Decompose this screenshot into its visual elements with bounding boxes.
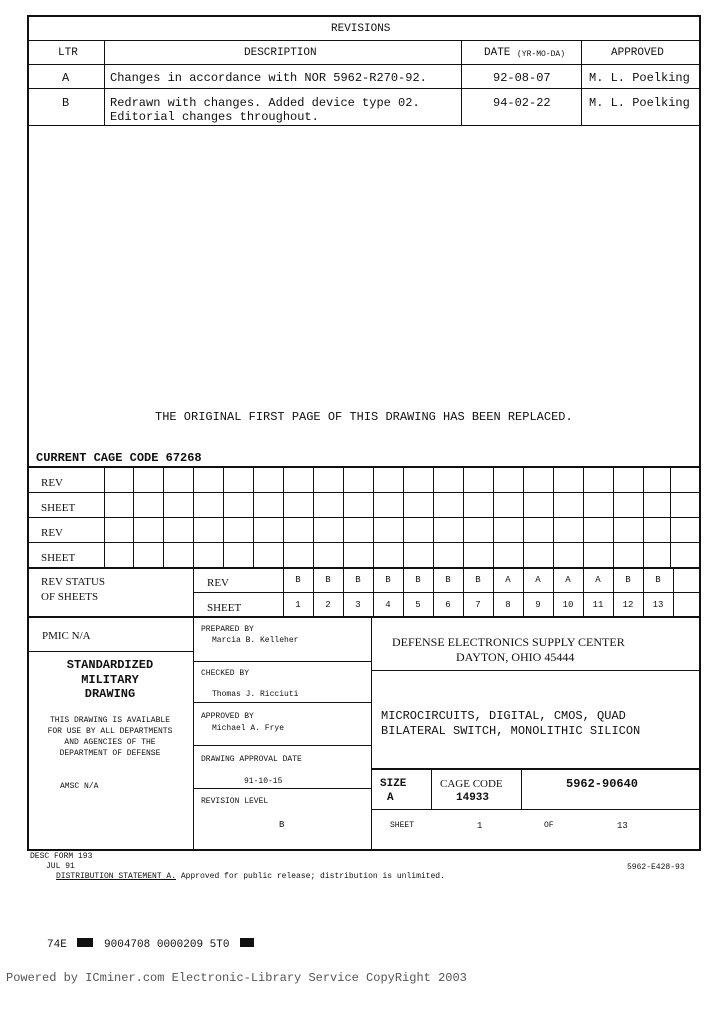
revision-approved: M. L. Poelking	[589, 71, 690, 85]
item-title-line2: BILATERAL SWITCH, MONOLITHIC SILICON	[381, 724, 641, 738]
sheet-grid-label: SHEET	[41, 552, 76, 564]
sheet-label: SHEET	[390, 821, 415, 830]
approved-name: Michael A. Frye	[212, 724, 285, 733]
rev-grid-label: REV	[41, 477, 63, 489]
grid-line	[283, 467, 284, 567]
rev-status-rev-cell: B	[415, 575, 421, 585]
rev-status-sheet-cell: 3	[355, 600, 361, 610]
rev-status-sheet-cell: 5	[415, 600, 421, 610]
grid-line	[223, 467, 224, 567]
rev-status-sheet-cell: 10	[562, 600, 574, 610]
rev-status-sheet-cell: 13	[652, 600, 664, 610]
grid-line	[373, 467, 374, 567]
status-grid-line	[673, 568, 674, 617]
sheet-grid-label: SHEET	[41, 502, 76, 514]
revisions-title: REVISIONS	[331, 23, 391, 35]
rev-status-label-line2: OF SHEETS	[41, 591, 99, 603]
distribution-text: Approved for public release; distribution is unlimited.	[176, 872, 445, 881]
ltr-header: LTR	[58, 47, 78, 59]
rev-status-sheet-cell: 7	[475, 600, 481, 610]
grid-line	[643, 467, 644, 567]
rev-status-rev-cell: B	[475, 575, 481, 585]
grid-line	[670, 467, 671, 567]
grid-line	[313, 467, 314, 567]
std-title-line1: STANDARDIZED	[66, 658, 154, 672]
rev-status-sheet-cell: 2	[325, 600, 331, 610]
revision-ltr: B	[62, 96, 70, 110]
size-value: A	[387, 792, 394, 804]
barcode-digits: 9004708 0000209 5T0	[104, 939, 230, 951]
form-line1: DESC FORM 193	[30, 852, 93, 861]
grid-line	[493, 467, 494, 567]
approval-date: 91-10-15	[244, 777, 283, 786]
sheet-total: 13	[617, 821, 628, 831]
form-line2: JUL 91	[46, 862, 75, 871]
cage-label: CAGE CODE	[440, 778, 503, 790]
revision-description-line2: Editorial changes throughout.	[110, 110, 319, 124]
grid-line	[253, 467, 254, 567]
revision-description: Redrawn with changes. Added device type 02.	[110, 96, 420, 110]
rev-status-sheet-cell: 6	[445, 600, 451, 610]
prepared-name: Marcia B. Kelleher	[212, 636, 299, 645]
grid-line	[343, 467, 344, 567]
approved-label: APPROVED BY	[201, 712, 254, 721]
cage-value: 14933	[456, 792, 490, 804]
barcode-prefix: 74E	[47, 939, 67, 951]
approval-date-label: DRAWING APPROVAL DATE	[201, 755, 302, 764]
description-header: DESCRIPTION	[244, 47, 317, 59]
current-cage-code: CURRENT CAGE CODE 67268	[36, 451, 202, 465]
grid-line	[403, 467, 404, 567]
rev-status-rev-cell: A	[595, 575, 601, 585]
amsc: AMSC N/A	[60, 782, 99, 791]
date-format-header: (YR-MO-DA)	[517, 50, 566, 59]
checked-label: CHECKED BY	[201, 669, 250, 678]
availability-line1: THIS DRAWING IS AVAILABLE	[49, 716, 171, 725]
grid-line	[104, 467, 105, 567]
item-title-line1: MICROCIRCUITS, DIGITAL, CMOS, QUAD	[381, 709, 626, 723]
rev-status-rev-cell: B	[295, 575, 301, 585]
rev-status-sheet-cell: 11	[592, 600, 604, 610]
grid-line	[583, 467, 584, 567]
rev-status-rev-cell: B	[325, 575, 331, 585]
availability-line3: AND AGENCIES OF THE	[64, 738, 156, 747]
revision-level: B	[279, 820, 285, 830]
revision-date: 92-08-07	[493, 71, 551, 85]
revision-description: Changes in accordance with NOR 5962-R270-92.	[110, 71, 427, 85]
rev-row-label: REV	[207, 577, 229, 589]
rev-grid-label: REV	[41, 527, 63, 539]
revision-date: 94-02-22	[493, 96, 551, 110]
rev-status-rev-cell: B	[385, 575, 391, 585]
grid-line	[163, 467, 164, 567]
revision-level-label: REVISION LEVEL	[201, 797, 269, 806]
drawing-number: 5962-90640	[566, 777, 639, 791]
availability-line2: FOR USE BY ALL DEPARTMENTS	[47, 727, 173, 736]
prepared-label: PREPARED BY	[201, 625, 254, 634]
distribution-label: DISTRIBUTION STATEMENT A.	[56, 872, 177, 881]
revision-approved: M. L. Poelking	[589, 96, 690, 110]
grid-line	[523, 467, 524, 567]
rev-status-sheet-cell: 8	[505, 600, 511, 610]
rev-status-sheet-cell: 12	[622, 600, 634, 610]
agency-city: DAYTON, OHIO 45444	[456, 650, 575, 664]
rev-status-rev-cell: A	[505, 575, 511, 585]
revision-ltr: A	[62, 71, 70, 85]
approved-header: APPROVED	[611, 47, 664, 59]
grid-line	[463, 467, 464, 567]
of-label: OF	[544, 821, 554, 830]
std-title-line3: DRAWING	[84, 687, 136, 701]
barcode-block-icon	[77, 938, 93, 947]
rev-status-rev-cell: B	[625, 575, 631, 585]
size-label: SIZE	[380, 778, 407, 790]
grid-line	[433, 467, 434, 567]
grid-line	[133, 467, 134, 567]
form-ref: 5962-E428-93	[627, 863, 685, 872]
rev-status-sheet-cell: 4	[385, 600, 391, 610]
barcode-line	[47, 938, 254, 951]
rev-status-rev-cell: B	[445, 575, 451, 585]
rev-status-rev-cell: B	[355, 575, 361, 585]
grid-line	[553, 467, 554, 567]
date-header: DATE	[484, 47, 511, 59]
agency-name: DEFENSE ELECTRONICS SUPPLY CENTER	[392, 635, 625, 649]
barcode-block-icon	[240, 938, 254, 947]
sheet-value: 1	[477, 821, 483, 831]
pmic: PMIC N/A	[42, 630, 91, 642]
rev-status-sheet-cell: 9	[535, 600, 541, 610]
footer-copyright: Powered by ICminer.com Electronic-Library Service CopyRight 2003	[6, 971, 467, 985]
sheet-row-label: SHEET	[207, 602, 242, 614]
grid-line	[613, 467, 614, 567]
rev-status-rev-cell: B	[655, 575, 661, 585]
rev-status-sheet-cell: 1	[295, 600, 301, 610]
distribution-statement	[56, 873, 445, 881]
rev-status-rev-cell: A	[565, 575, 571, 585]
availability-line4: DEPARTMENT OF DEFENSE	[59, 749, 161, 758]
replaced-notice: THE ORIGINAL FIRST PAGE OF THIS DRAWING HAS BEEN REPLACED.	[155, 410, 573, 424]
rev-status-label: REV STATUS	[41, 576, 106, 588]
rev-status-rev-cell: A	[535, 575, 541, 585]
checked-name: Thomas J. Ricciuti	[212, 690, 299, 699]
std-title-line2: MILITARY	[81, 673, 139, 687]
grid-line	[193, 467, 194, 567]
